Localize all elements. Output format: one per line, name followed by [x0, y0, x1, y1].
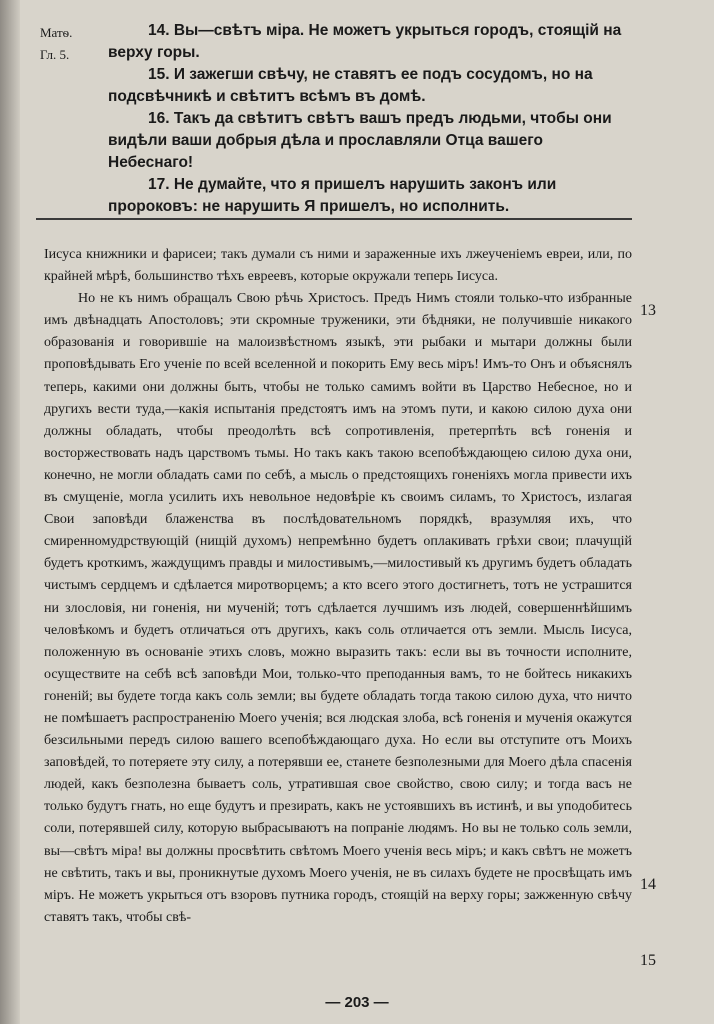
section-divider — [36, 218, 632, 220]
verse-15: 15. И зажегши свѣчу, не ставятъ ее подъ сосудомъ, но на подсвѣчникѣ и свѣтитъ всѣмъ въ домѣ. — [108, 66, 593, 105]
book-name: Матѳ. — [40, 25, 73, 40]
scripture-reference — [40, 22, 100, 66]
margin-verse-number-15: 15 — [640, 952, 656, 969]
margin-verse-number-13: 13 — [640, 302, 656, 319]
commentary-paragraph-1: Іисуса книжники и фарисеи; такъ думали съ ними и зараженные ихъ лжеученіемъ евреи, или, по крайней мѣрѣ, большинство тѣхъ евреевъ, которые окружали теперь Іисуса. — [44, 247, 632, 285]
book-spine-shadow — [0, 0, 20, 1024]
verse-16: 16. Такъ да свѣтитъ свѣтъ вашъ предъ людьми, чтобы они видѣли ваши добрыя дѣла и прославляли Отца вашего Небеснаго! — [108, 110, 612, 171]
verse-17: 17. Не думайте, что я пришелъ нарушить законъ или пророковъ: не нарушить Я пришелъ, но исполнить. — [108, 176, 557, 215]
scripture-verses — [108, 20, 630, 218]
verse-14: 14. Вы—свѣтъ міра. Не можетъ укрыться городъ, стоящій на верху горы. — [108, 22, 622, 61]
page-number: — 203 — — [325, 994, 389, 1011]
commentary-paragraph-2: Но не къ нимъ обращалъ Свою рѣчь Христосъ. Предъ Нимъ стояли только-что избранные имъ двѣнадцать Апостоловъ; эти скромные труженики, эти бѣдняки, не получившіе никакого образованія и говорившіе на малоизвѣстномъ языкѣ, эти рыбаки и мытари должны были проповѣдывать Его ученіе по всей вселенной и покорить Ему весь міръ! Имъ-то Онъ и объяснялъ теперь, какими они должны быть, чтобы не только самимъ войти въ Царство Небесное, но и другихъ вести туда,—какія испытанія предстоятъ имъ на этомъ пути, и какою силою духа они должны обладать, чтобы преодолѣть всѣ сопротивленія, претерпѣть всѣ гоненія и восторжествовать надъ царствомъ тьмы. Но такъ какъ такою всепобѣждающею силою духа они, конечно, не могли обладать сами по себѣ, а мысль о предстоящихъ гоненіяхъ могла привести ихъ въ смущеніе, могла усилить ихъ невольное недовѣріе къ своимъ силамъ, то Христосъ, излагая Свои заповѣди блаженства въ послѣдовательномъ порядкѣ, вразумляя ихъ, что смиренномудрствующій (нищій духомъ) непремѣнно будетъ оплакивать грѣхи свои; плачущій будетъ кроткимъ, жаждущимъ правды и милостивымъ,—милостивый къ другимъ будетъ обладать чистымъ сердцемъ и сдѣлается миротворцемъ; а кто всего этого достигнетъ, тотъ не устрашится ни злословія, ни гоненія, ни мученій; тотъ сдѣлается лучшимъ изъ людей, совершеннѣйшимъ человѣкомъ и будетъ отличаться отъ другихъ, какъ соль отличается отъ земли. Мысль Іисуса, положенную въ основаніе этихъ словъ, можно выразить такъ: если вы въ точности исполните, осуществите на себѣ всѣ заповѣди Мои, только-что преподанныя вамъ, то не бойтесь никакихъ гоненій; вы будете тогда какъ соль земли; вы будете обладать тогда такою силою духа, что ничто не помѣшаетъ распространенію Моего ученія; вся людская злоба, всѣ гоненія и мученія окажутся безсильными передъ силою вашего всепобѣждающаго духа. Но если вы отступите отъ Моихъ заповѣдей, то потеряете эту силу, а потерявши ее, станете безполезными для Моего дѣла спасенія людей, какъ безполезна бываетъ соль, утратившая свое свойство, свою силу; и тогда васъ не только будутъ гнать, но еще будутъ и презирать, какъ не устоявшихъ въ истинѣ, и вы уподобитесь соли, потерявшей силу, которую выбрасываютъ на попраніе людямъ. Но вы не только соль земли, вы—свѣтъ міра! вы должны просвѣтить свѣтомъ Моего ученія весь міръ; и какъ свѣтъ не можетъ не свѣтить, такъ и вы, проникнутые духомъ Моего ученія, не въ силахъ будете не просвѣщать имъ міръ. Не можетъ укрыться отъ взоровъ путника городъ, стоящій на верху горы; зажженную свѣчу ставятъ такъ, чтобы свѣ- — [44, 291, 632, 925]
commentary-text — [44, 244, 632, 929]
chapter-label: Гл. 5. — [40, 47, 70, 62]
margin-verse-number-14: 14 — [640, 876, 656, 893]
